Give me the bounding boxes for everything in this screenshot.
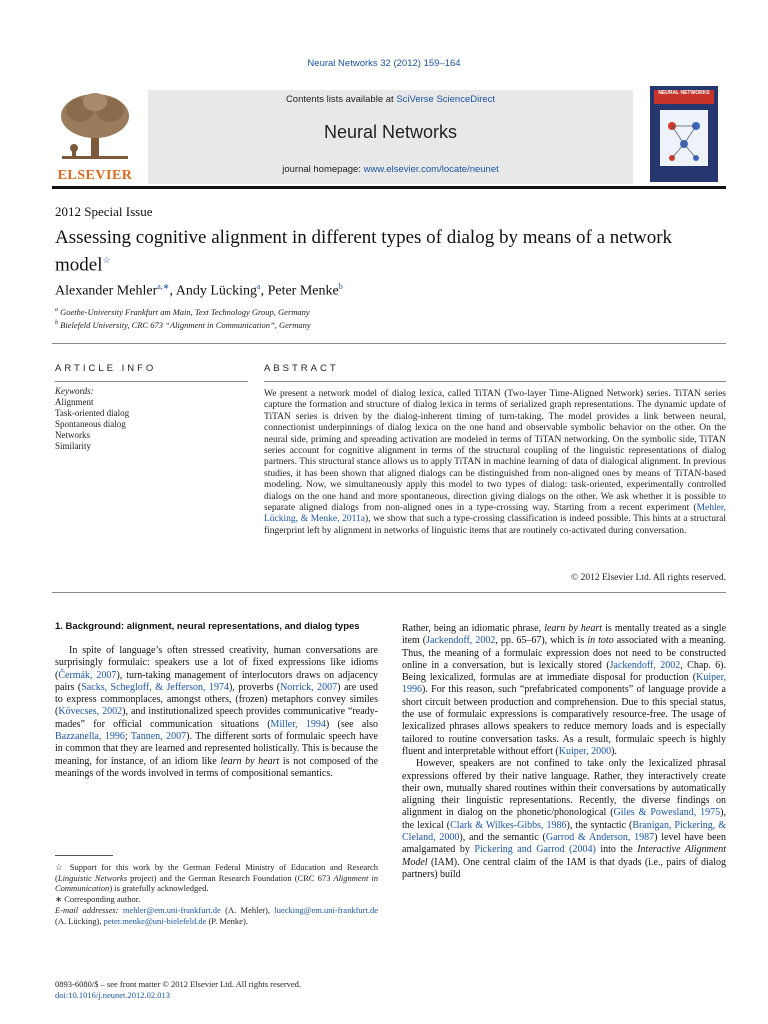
emphasis-text: Interactive Alignment Model bbox=[402, 844, 726, 868]
publisher-logo bbox=[52, 90, 138, 184]
section-divider bbox=[52, 343, 726, 344]
keyword: Networks bbox=[55, 430, 90, 440]
author-affiliation-mark[interactable]: a bbox=[257, 282, 261, 291]
author-affiliation-mark[interactable]: b bbox=[338, 282, 343, 291]
citation-link[interactable]: Clark & Wilkes-Gibbs, 1986 bbox=[450, 819, 567, 831]
footnote: ∗ Corresponding author. bbox=[55, 894, 141, 905]
citation-link[interactable]: Norrick, 2007 bbox=[280, 681, 338, 693]
citation-link[interactable]: peter.menke@uni-bielefeld.de bbox=[103, 915, 207, 926]
publication-ids bbox=[55, 979, 301, 1001]
footnotes bbox=[55, 862, 378, 926]
body-column-left bbox=[55, 621, 378, 780]
citation-link[interactable]: Pickering and Garrod (2004) bbox=[474, 844, 596, 856]
doi-link[interactable]: doi:10.1016/j.neunet.2012.02.013 bbox=[55, 990, 170, 1000]
affiliation: $^a$ Goethe-University Frankfurt am Main, Text Technology Group, Germany bbox=[55, 307, 310, 317]
citation-link[interactable]: Giles & Powesland, 1975 bbox=[613, 807, 721, 819]
abstract-body: We present a network model of dialog lexica, called TiTAN (Two-layer Time-Aligned Network) series. TiTAN series capture the formation and structure of dialog lexica in terms of serialized graph representations. The dynamic update of TiTAN series is driven by the dialog-inherent timing of turn-taking. The model provides a link between neural, connectionist underpinnings of dialog lexica on the one hand and observable symbolic behavior on the other. On the neural side, priming and spreading activation are modeled in terms of TiTAN networking. On the symbolic side, TiTAN series account for cognitive alignment in terms of the structural coupling of the linguistic representations of dialog partners. This structural stance allows us to apply TiTAN in machine learning of data of dialogical alignment. In previous studies, it has been shown that aligned dialogs can be distinguished from non-aligned ones by means of TiTAN-based modeling. Now, we simultaneously apply this model to two types of dialog: task-oriented, experimentally controlled dialogs on the one hand and more spontaneous, direction giving dialogs on the other. We ask whether it is possible to separate aligned dialogs from non-aligned ones in a type-crossing way. Starting from a recent experiment (Mehler, Lücking, & Menke, 2011a), we show that such a type-crossing classification is indeed possible. This hints at a structural fingerprint left by alignment in networks of linguistic items that are routinely co-activated during conversation. bbox=[264, 389, 727, 536]
citation-link[interactable]: Garrod & Anderson, 1987 bbox=[545, 832, 655, 844]
citation-link[interactable]: Mehler, Lücking, & Menke, 2011a bbox=[264, 503, 726, 525]
journal-homepage: journal homepage: www.elsevier.com/locate/neunet bbox=[282, 164, 499, 175]
citation-link[interactable]: Čermák, 2007 bbox=[58, 669, 117, 681]
footnote: ☆ Support for this work by the German Federal Ministry of Education and Research (Linguistic Networks project) and the German Research Foundation (CRC 673 Alignment in Communication) is gratefully acknowledged. bbox=[55, 862, 378, 894]
citation-link[interactable]: Kuiper, 2000 bbox=[558, 745, 612, 757]
footnote-divider bbox=[55, 855, 113, 856]
keyword: Alignment bbox=[55, 397, 94, 407]
section-divider bbox=[52, 592, 726, 593]
special-issue-label: 2012 Special Issue bbox=[55, 204, 153, 219]
author-list: Alexander Mehler$^{a,∗}$, Andy Lücking$^a$, Peter Menke$^b$ bbox=[55, 282, 343, 299]
section-heading: 1. Background: alignment, neural representations, and dialog types bbox=[55, 621, 360, 632]
author-affiliation-mark[interactable]: a,∗ bbox=[157, 282, 170, 291]
article-title: Assessing cognitive alignment in different types of dialog by means of a network model☆ bbox=[55, 227, 673, 276]
journal-header-band bbox=[148, 90, 633, 184]
journal-title: Neural Networks bbox=[323, 122, 458, 142]
contents-availability: Contents lists available at SciVerse ScienceDirect bbox=[285, 94, 496, 105]
sciencedirect-link[interactable]: SciVerse ScienceDirect bbox=[396, 94, 496, 105]
citation-link[interactable]: Kuiper, 1996 bbox=[402, 672, 726, 696]
citation-link[interactable]: Bazzanella, 1996 bbox=[55, 731, 125, 743]
article-info-heading: ARTICLE INFO bbox=[55, 363, 157, 374]
keywords-label: Keywords: bbox=[55, 386, 94, 396]
citation-link[interactable]: Jackendoff, 2002 bbox=[609, 659, 681, 671]
author-name: Andy Lücking bbox=[175, 283, 257, 299]
abstract-heading: ABSTRACT bbox=[264, 363, 339, 374]
emphasis-text: learn by heart bbox=[220, 755, 280, 767]
author-name: Alexander Mehler bbox=[55, 283, 158, 299]
citation-link[interactable]: Tannen, 2007 bbox=[130, 731, 187, 743]
keyword: Task-oriented dialog bbox=[55, 408, 130, 418]
keyword: Similarity bbox=[55, 441, 91, 451]
publisher-name: ELSEVIER bbox=[57, 168, 133, 183]
citation-link[interactable]: Miller, 1994 bbox=[270, 718, 326, 730]
journal-cover-image bbox=[650, 86, 718, 182]
body-paragraph: Rather, being an idiomatic phrase, learn by heart is mentally treated as a single item (Jackendoff, 2002, pp. 65–67), which is in toto associated with a meaning. Thus, the meaning of a formulaic expression does not need to be constructed online in a conversation, but is lexically stored (Jackendoff, 2002, Chap. 6). Being lexicalized, formulas are at immediate disposal for production (Kuiper, 1996). For this reason, such “prefabricated components” of language provide a short circuit between production and comprehension. Due to this special status, the use of formulaic expressions is comparatively resource-free. The usage of lexicalized phrases allows speakers to reduce memory loads and is especially tailored to routine conversation tasks. As a result, formulaic speech is highly fluent and interpretable without effort (Kuiper, 2000). bbox=[402, 623, 727, 757]
abstract-copyright: © 2012 Elsevier Ltd. All rights reserved. bbox=[571, 573, 726, 583]
citation-link[interactable]: Branigan, Pickering, & Cleland, 2000 bbox=[402, 819, 726, 844]
citation-link[interactable]: Sacks, Schegloff, & Jefferson, 1974 bbox=[81, 681, 229, 693]
emphasis-text: E-mail addresses: bbox=[55, 904, 123, 915]
footnote: E-mail addresses: mehler@em.uni-frankfurt.de (A. Mehler), luecking@em.uni-frankfurt.de (A. Lücking), peter.menke@uni-bielefeld.de (P. Menke). bbox=[55, 904, 378, 926]
citation-link[interactable]: luecking@em.uni-frankfurt.de bbox=[274, 904, 378, 915]
journal-reference[interactable]: Neural Networks 32 (2012) 159–164 bbox=[307, 58, 461, 69]
abstract-divider bbox=[264, 381, 726, 382]
emphasis-text: in toto bbox=[587, 635, 614, 647]
citation-link[interactable]: Kövecses, 2002 bbox=[58, 706, 123, 718]
header-divider bbox=[52, 186, 726, 189]
title-footnote-mark[interactable]: ☆ bbox=[102, 255, 111, 265]
issn-line: 0893-6080/$ – see front matter © 2012 Elsevier Ltd. All rights reserved. bbox=[55, 979, 302, 989]
affiliation: $^b$ Bielefeld University, CRC 673 “Alignment in Communication”, Germany bbox=[55, 320, 311, 330]
keyword: Spontaneous dialog bbox=[55, 419, 126, 429]
citation-link[interactable]: mehler@em.uni-frankfurt.de bbox=[122, 904, 221, 915]
tree-logo-icon bbox=[52, 90, 138, 166]
body-paragraph: In spite of language’s often stressed creativity, human conversations are surprisingly formulaic: speakers use a lot of fixed expressions like idioms (Čermák, 2007), turn-taking management of interlocutors draws on adjacency pairs (Sacks, Schegloff, & Jefferson, 1974), proverbs (Norrick, 2007) are used to express commonplaces, amongst others, (frozen) metaphors convey similes (Kövecses, 2002), and institutionalized speech provides communicative “ready-mades” for official communication situations (Miller, 1994) (see also Bazzanella, 1996; Tannen, 2007). The different sorts of formulaic speech have in common that they are learned and represented holistically. This is because the meaning, for instance, of an idiom like learn by heart is not composed of the meanings of the words involved in terms of compositional semantics. bbox=[55, 645, 379, 779]
network-cover-icon bbox=[650, 86, 718, 182]
homepage-link[interactable]: www.elsevier.com/locate/neunet bbox=[363, 164, 499, 175]
emphasis-text: learn by heart bbox=[544, 623, 603, 634]
emphasis-text: Linguistic Networks bbox=[57, 872, 128, 883]
citation-link[interactable]: Jackendoff, 2002 bbox=[426, 635, 496, 647]
body-column-right bbox=[402, 623, 726, 881]
emphasis-text: Alignment in Communication bbox=[55, 872, 378, 894]
article-info-divider bbox=[55, 381, 248, 382]
body-paragraph: However, speakers are not confined to take only the lexicalized phrasal expressions offered by their native language. Rather, they interactively create their own, mutually shared routines within their conversations by automatically aligning their linguistic representations. Recently, the diverse findings on alignment in dialog on the phonetic/phonological (Giles & Powesland, 1975), the lexical (Clark & Wilkes-Gibbs, 1986), the syntactic (Branigan, Pickering, & Cleland, 2000), and the semantic (Garrod & Anderson, 1987) level have been amalgamated by Pickering and Garrod (2004) into the Interactive Alignment Model (IAM). One central claim of the IAM is that dyads (i.e., pairs of dialog partners) build bbox=[402, 758, 727, 880]
cover-title: NEURAL NETWORKS bbox=[654, 90, 714, 104]
author-name: Peter Menke bbox=[267, 283, 339, 299]
